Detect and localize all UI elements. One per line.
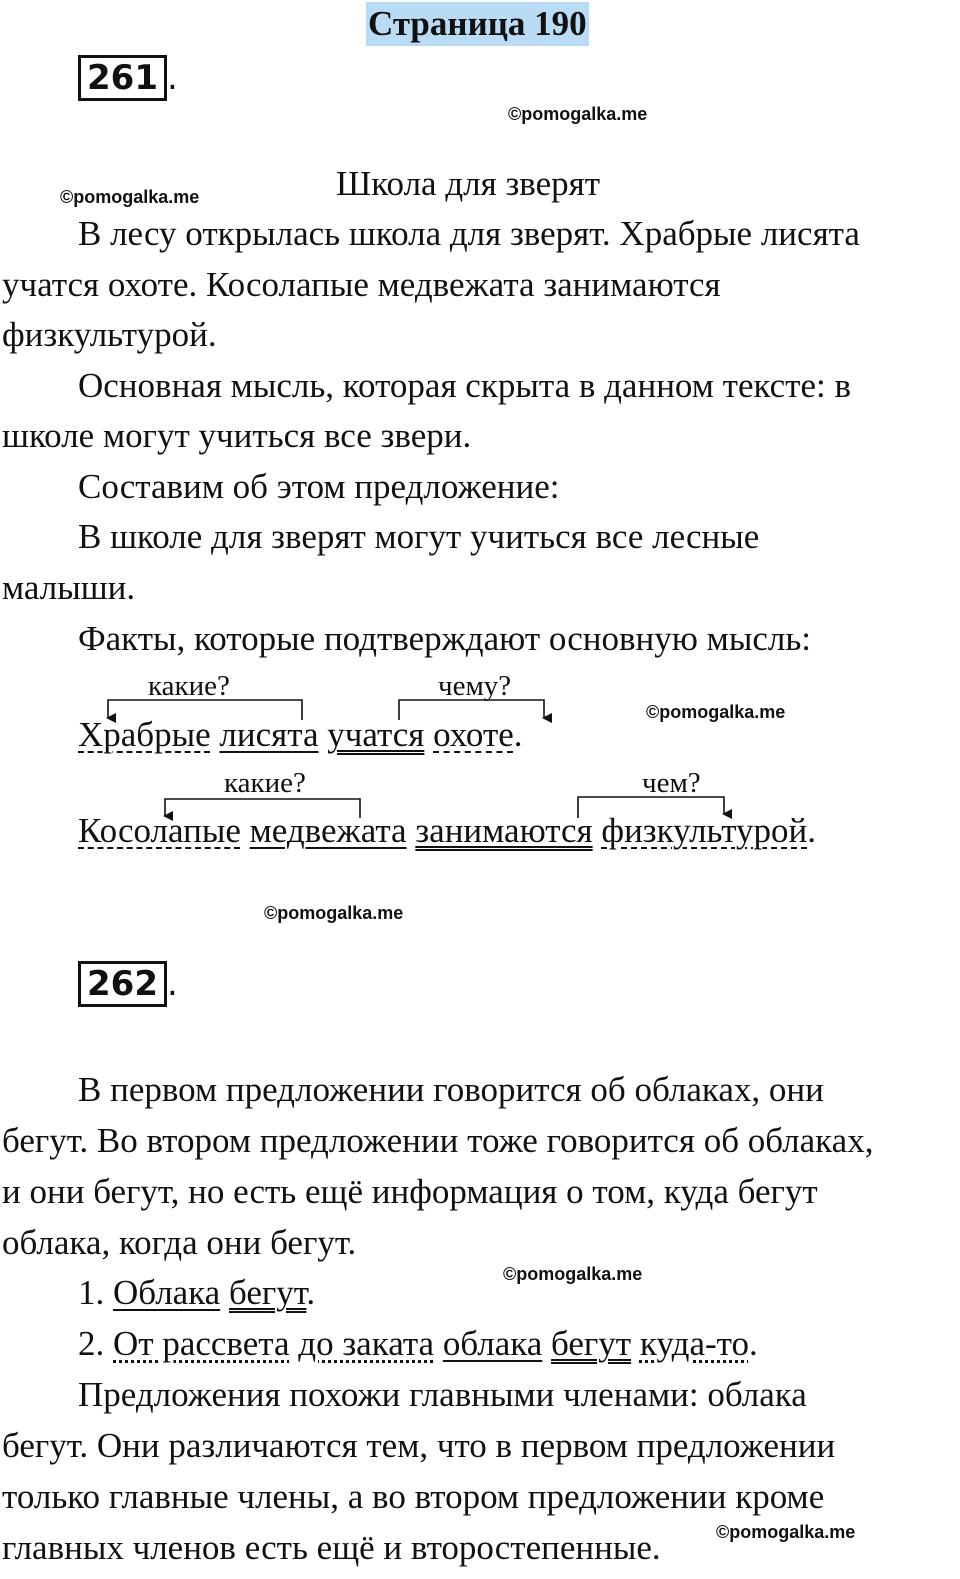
paragraph-line: Составим об этом предложение: <box>78 467 560 506</box>
exercise-number-box: 261 <box>78 55 167 101</box>
watermark: ©pomogalka.me <box>264 903 404 923</box>
paragraph-line: В школе для зверят могут учиться все лесные <box>78 517 760 556</box>
paragraph-line: только главные члены, а во втором предложении кроме <box>2 1477 825 1516</box>
word-predicate: бегут <box>228 1273 307 1312</box>
question-label: чему? <box>438 670 512 702</box>
paragraph-line: физкультурой. <box>2 315 217 354</box>
question-label: какие? <box>224 767 306 799</box>
paragraph-line: Предложения похожи главными членами: облака <box>78 1375 807 1414</box>
paragraph-line: бегут. Они различаются тем, что в первом предложении <box>2 1426 836 1465</box>
word-subject: лисята <box>219 715 319 754</box>
sentence-period: . <box>513 715 523 754</box>
word-object: физкультурой <box>601 811 808 850</box>
page-title: Страница 190 <box>366 2 589 46</box>
sentence-period: . <box>807 811 817 850</box>
exercise-number-dot: . <box>166 964 178 1004</box>
paragraph-line: малыши. <box>2 568 136 607</box>
paragraph-line: В первом предложении говорится об облаках, они <box>78 1070 824 1109</box>
watermark: ©pomogalka.me <box>508 104 648 124</box>
paragraph-line: школе могут учиться все звери. <box>2 416 472 455</box>
word-object: охоте <box>433 715 514 754</box>
item-number: 1. <box>78 1273 105 1312</box>
paragraph-line: Основная мысль, которая скрыта в данном тексте: в <box>78 366 851 405</box>
paragraph-line: бегут. Во втором предложении тоже говорится об облаках, <box>2 1121 874 1160</box>
word-predicate: занимаются <box>415 811 593 850</box>
question-label: какие? <box>148 670 230 702</box>
sentence-period: . <box>306 1273 316 1312</box>
story-title: Школа для зверят <box>336 164 601 203</box>
question-label: чем? <box>642 767 701 799</box>
word-adverbial: От рассвета <box>113 1324 290 1363</box>
sentence-period: . <box>748 1324 758 1363</box>
paragraph-line: В лесу открылась школа для зверят. Храбрые лисята <box>78 214 860 253</box>
word-subject: облака <box>442 1324 543 1363</box>
word-subject: Облака <box>113 1273 221 1312</box>
paragraph-line: главных членов есть ещё и второстепенные. <box>2 1528 661 1567</box>
arrow-line <box>399 700 544 720</box>
watermark: ©pomogalka.me <box>646 702 786 722</box>
watermark: ©pomogalka.me <box>503 1264 643 1284</box>
word-attribute: Косолапые <box>78 811 241 850</box>
arrow-line <box>108 700 302 720</box>
example-sentence-2 <box>78 1322 758 1366</box>
word-predicate: учатся <box>327 715 425 754</box>
watermark: ©pomogalka.me <box>60 187 200 207</box>
paragraph-line: Факты, которые подтверждают основную мысль: <box>78 619 812 658</box>
arrow-line <box>165 799 360 818</box>
word-predicate: бегут <box>551 1324 632 1363</box>
paragraph-line: и они бегут, но есть ещё информация о том, куда бегут <box>2 1172 818 1211</box>
paragraph-line: облака, когда они бегут. <box>2 1223 357 1262</box>
word-attribute: Храбрые <box>78 715 211 754</box>
arrow-line <box>578 797 724 818</box>
exercise-number-dot: . <box>166 58 178 98</box>
paragraph-line: учатся охоте. Косолапые медвежата занимаются <box>2 265 721 304</box>
word-adverbial: до заката <box>298 1324 435 1363</box>
exercise-number-box: 262 <box>78 961 167 1007</box>
watermark: ©pomogalka.me <box>716 1522 856 1542</box>
item-number: 2. <box>78 1324 105 1363</box>
example-sentence-1 <box>78 1271 315 1315</box>
exercise-262-number <box>78 964 178 1004</box>
word-adverbial: куда-то <box>639 1324 749 1363</box>
word-subject: медвежата <box>249 811 407 850</box>
